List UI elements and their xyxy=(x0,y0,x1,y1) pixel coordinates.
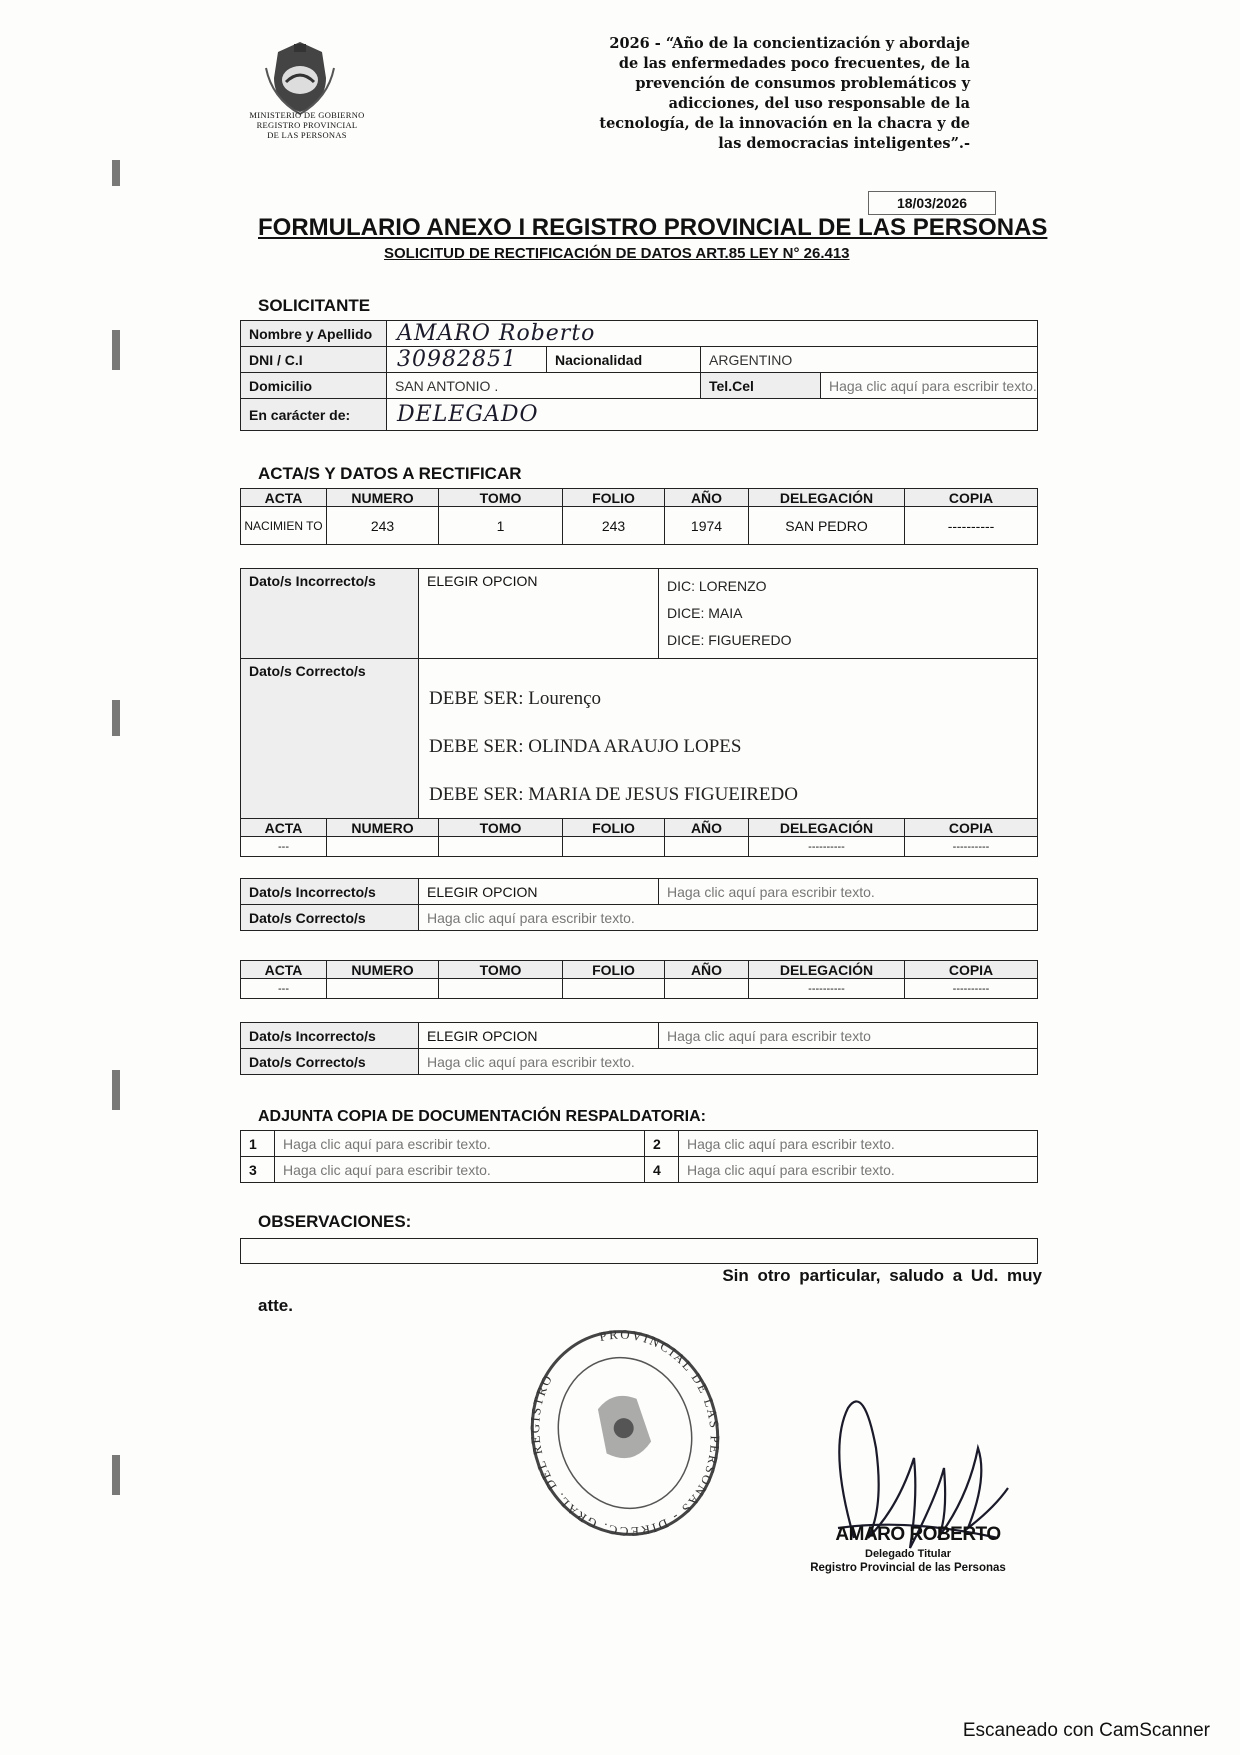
correcto-label: Dato/s Correcto/s xyxy=(241,905,419,931)
tomo-cell[interactable] xyxy=(439,837,563,857)
col-folio: FOLIO xyxy=(563,819,665,837)
caracter-label: En carácter de: xyxy=(241,399,387,431)
incorrecto-label: Dato/s Incorrecto/s xyxy=(241,879,419,905)
col-tomo: TOMO xyxy=(439,489,563,507)
datos-table-1 xyxy=(240,568,1038,820)
nombre-field[interactable]: AMARO Roberto xyxy=(387,321,1038,347)
copia-cell[interactable]: ---------- xyxy=(905,507,1038,545)
numero-cell[interactable] xyxy=(327,837,439,857)
signatory-name: AMARO ROBERTO xyxy=(835,1524,1001,1545)
col-folio: FOLIO xyxy=(563,961,665,979)
acta-cell[interactable]: --- xyxy=(241,837,327,857)
dni-label: DNI / C.I xyxy=(241,347,387,373)
tel-field[interactable]: Haga clic aquí para escribir texto. xyxy=(821,373,1038,399)
elegir-opcion-select[interactable]: ELEGIR OPCION xyxy=(419,1023,659,1049)
adjunta-num: 1 xyxy=(241,1131,275,1157)
col-anio: AÑO xyxy=(665,961,749,979)
adjunta-table xyxy=(240,1130,1038,1183)
debe-ser-values[interactable]: DEBE SER: Lourenço DEBE SER: OLINDA ARAUJO LOPES DEBE SER: MARIA DE JESUS FIGUEIREDO xyxy=(419,659,1038,820)
camscanner-watermark: Escaneado con CamScanner xyxy=(962,1720,1210,1741)
incorrecto-field[interactable]: Haga clic aquí para escribir texto xyxy=(659,1023,1038,1049)
correcto-label: Dato/s Correcto/s xyxy=(241,1049,419,1075)
domicilio-label: Domicilio xyxy=(241,373,387,399)
datos-table-2 xyxy=(240,878,1038,931)
adjunta-num: 4 xyxy=(645,1157,679,1183)
nacionalidad-field[interactable]: ARGENTINO xyxy=(701,347,1038,373)
dni-field[interactable]: 30982851 xyxy=(387,347,547,373)
tomo-cell[interactable] xyxy=(439,979,563,999)
acta-table-2 xyxy=(240,818,1038,857)
solicitante-table xyxy=(240,320,1038,431)
correcto-field[interactable]: Haga clic aquí para escribir texto. xyxy=(419,905,1038,931)
scan-artifact xyxy=(112,330,120,370)
delegacion-cell[interactable]: ---------- xyxy=(749,979,905,999)
col-tomo: TOMO xyxy=(439,961,563,979)
incorrecto-label: Dato/s Incorrecto/s xyxy=(241,1023,419,1049)
delegacion-cell[interactable]: ---------- xyxy=(749,837,905,857)
col-copia: COPIA xyxy=(905,489,1038,507)
scan-artifact xyxy=(112,700,120,736)
acta-table-3 xyxy=(240,960,1038,999)
closing-line-2: atte. xyxy=(258,1296,293,1315)
tel-label: Tel.Cel xyxy=(701,373,821,399)
elegir-opcion-select[interactable]: ELEGIR OPCION xyxy=(419,569,659,659)
incorrecto-label: Dato/s Incorrecto/s xyxy=(241,569,419,659)
col-anio: AÑO xyxy=(665,819,749,837)
closing-line-1: Sin otro particular, saludo a Ud. muy xyxy=(722,1266,1042,1285)
nacionalidad-label: Nacionalidad xyxy=(547,347,701,373)
correcto-label: Dato/s Correcto/s xyxy=(241,659,419,820)
provincial-crest-icon xyxy=(258,38,342,116)
col-tomo: TOMO xyxy=(439,819,563,837)
copia-cell[interactable]: ---------- xyxy=(905,979,1038,999)
caracter-field[interactable]: DELEGADO xyxy=(387,399,1038,431)
stamp-text: PROVINCIAL DE LAS PERSONAS - DIRECC. GRAL. DEL REGISTRO xyxy=(527,1326,723,1540)
adjunta-field-3[interactable]: Haga clic aquí para escribir texto. xyxy=(275,1157,645,1183)
official-stamp-icon xyxy=(520,1318,730,1548)
col-numero: NUMERO xyxy=(327,961,439,979)
correcto-field[interactable]: Haga clic aquí para escribir texto. xyxy=(419,1049,1038,1075)
adjunta-field-1[interactable]: Haga clic aquí para escribir texto. xyxy=(275,1131,645,1157)
observaciones-field[interactable] xyxy=(240,1238,1038,1264)
folio-cell[interactable] xyxy=(563,979,665,999)
acta-cell[interactable]: --- xyxy=(241,979,327,999)
signatory-role: Delegado Titular xyxy=(865,1548,951,1560)
elegir-opcion-select[interactable]: ELEGIR OPCION xyxy=(419,879,659,905)
ministry-label: MINISTERIO DE GOBIERNO REGISTRO PROVINCIAL DE LAS PERSONAS xyxy=(249,110,365,140)
nombre-label: Nombre y Apellido xyxy=(241,321,387,347)
adjunta-num: 2 xyxy=(645,1131,679,1157)
col-anio: AÑO xyxy=(665,489,749,507)
col-acta: ACTA xyxy=(241,819,327,837)
tomo-cell[interactable]: 1 xyxy=(439,507,563,545)
form-title: FORMULARIO ANEXO I REGISTRO PROVINCIAL DE LAS PERSONAS xyxy=(258,214,1048,241)
signatory-org: Registro Provincial de las Personas xyxy=(810,1562,1006,1574)
incorrecto-field[interactable]: Haga clic aquí para escribir texto. xyxy=(659,879,1038,905)
scan-artifact xyxy=(112,1455,120,1495)
dice-values[interactable]: DIC: LORENZO DICE: MAIA DICE: FIGUEREDO xyxy=(659,569,1038,659)
year-motto: 2026 - “Año de la concientización y abordaje de las enfermedades poco frecuentes, de la prevención de consumos problemáticos y adicciones, del uso responsable de la tecnología, de la innovación en la chacra y de las democracias inteligentes”.- xyxy=(599,35,970,152)
col-numero: NUMERO xyxy=(327,489,439,507)
folio-cell[interactable] xyxy=(563,837,665,857)
col-copia: COPIA xyxy=(905,819,1038,837)
col-numero: NUMERO xyxy=(327,819,439,837)
solicitante-heading: SOLICITANTE xyxy=(258,296,371,315)
copia-cell[interactable]: ---------- xyxy=(905,837,1038,857)
adjunta-field-2[interactable]: Haga clic aquí para escribir texto. xyxy=(679,1131,1038,1157)
col-copia: COPIA xyxy=(905,961,1038,979)
domicilio-field[interactable]: SAN ANTONIO . xyxy=(387,373,701,399)
col-delegacion: DELEGACIÓN xyxy=(749,489,905,507)
col-delegacion: DELEGACIÓN xyxy=(749,819,905,837)
scan-artifact xyxy=(112,160,120,186)
acta-table-1 xyxy=(240,488,1038,545)
form-subtitle: SOLICITUD DE RECTIFICACIÓN DE DATOS ART.85 LEY N° 26.413 xyxy=(384,245,850,262)
datos-table-3 xyxy=(240,1022,1038,1075)
col-delegacion: DELEGACIÓN xyxy=(749,961,905,979)
actas-heading: ACTA/S Y DATOS A RECTIFICAR xyxy=(258,464,522,483)
col-acta: ACTA xyxy=(241,961,327,979)
numero-cell[interactable] xyxy=(327,979,439,999)
date-field[interactable]: 18/03/2026 xyxy=(868,191,996,215)
folio-cell[interactable]: 243 xyxy=(563,507,665,545)
col-acta: ACTA xyxy=(241,489,327,507)
adjunta-field-4[interactable]: Haga clic aquí para escribir texto. xyxy=(679,1157,1038,1183)
anio-cell[interactable] xyxy=(665,837,749,857)
acta-cell[interactable]: NACIMIEN TO xyxy=(241,507,327,545)
adjunta-heading: ADJUNTA COPIA DE DOCUMENTACIÓN RESPALDATORIA: xyxy=(258,1108,706,1125)
anio-cell[interactable]: 1974 xyxy=(665,507,749,545)
adjunta-num: 3 xyxy=(241,1157,275,1183)
delegacion-cell[interactable]: SAN PEDRO xyxy=(749,507,905,545)
scan-artifact xyxy=(112,1070,120,1110)
anio-cell[interactable] xyxy=(665,979,749,999)
col-folio: FOLIO xyxy=(563,489,665,507)
observaciones-heading: OBSERVACIONES: xyxy=(258,1212,412,1231)
numero-cell[interactable]: 243 xyxy=(327,507,439,545)
